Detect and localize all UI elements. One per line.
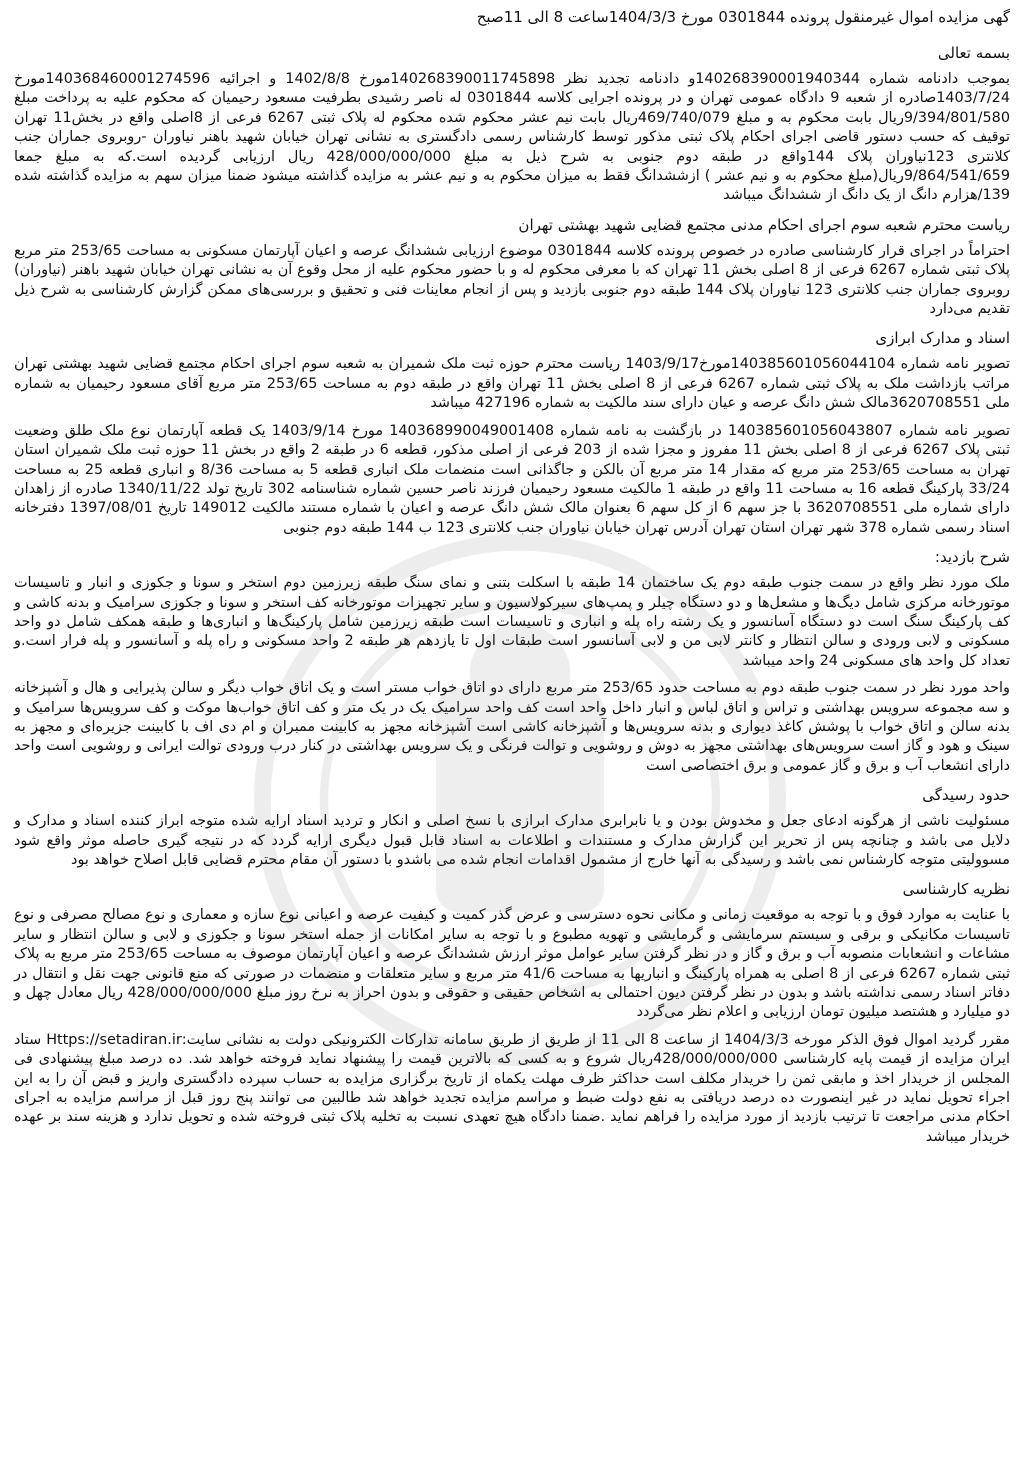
visit-paragraph-1: ملک مورد نظر واقع در سمت جنوب طبقه دوم یک ساختمان 14 طبقه با اسکلت بتنی و نمای سنگ طبقه زیرزمین دوم استخر و سونا و جکوزی و انبار و تاسیسات موتورخانه مرکزی شامل دیگ‌ها و مشعل‌ها و دو دستگاه چیلر و پمپ‌های سیرکولاسیون و سایر تجهیزات موتورخانه کف استخر و سونا و جکوزی سرامیک و بدنه کاشی و کف پارکینگ سنگ است دو دستگاه آسانسور و یک رشته راه پله و انباری و تاسیسات است طبقه زیرزمین شامل پارکینگ‌ها و انباری‌ها و طبقه همکف شامل دو واحد مسکونی و لابی ورودی و سالن انتظار و کانتر لابی من و لابی آسانسور است طبقات اول تا یازدهم هر طبقه 2 واحد مسکونی و راه پله و آسانسور و پله فرار است.و تعداد کل واحد های مسکونی 24 واحد میباشد [14,575,1011,669]
expert-opinion-paragraph: با عنایت به موارد فوق و با توجه به موقعیت زمانی و مکانی نحوه دسترسی و عرض گذر کمیت و کیفیت عرصه و اعیانی نوع سازه و معماری و نوع مصالح مصرفی و نوع تاسیسات مکانیکی و برقی و سیستم سرمایشی و گرمایشی و تهویه مطبوع و با توجه به سایر امکانات از جمله استخر سونا و جکوزی و لابی و سالن انتظار و سایر مشاعات و انشعابات منصوبه آب و برق و گاز و در نظر گرفتن سایر عوامل موثر ارزش ششدانگ عرصه و اعیان آپارتمان موصوف به مساحت 253/65 متر مربع به پلاک ثبتی شماره 6267 فرعی از 8 اصلی به همراه پارکینگ و انباریها به مساحت 41/6 متر مربع و سایر متعلقات و منضمات در صورتی که منع قانونی جهت نقل و انتقال در دفاتر اسناد رسمی نداشته باشد و بدون در نظر گرفتن دیون احتمالی به اشخاص حقیقی و حقوقی و بدون احراز به نرخ روز مبلغ 428/000/000/000 ریال معادل چهل و دو میلیارد و هشتصد میلیون تومان ارزیابی و اعلام نظر می‌گردد [14,907,1011,1021]
documents-paragraph-2: تصویر نامه شماره 140385601056043807 در بازگشت به نامه شماره 140368990049001408 مورخ 1403/9/14 یک قطعه آپارتمان نوع ملک طلق وضعیت ثبتی پلاک 6267 فرعی از 8 اصلی بخش 11 مفروز و مجزا شده از 203 فرعی از اصلی مذکور، قطعه 6 در طبقه 2 واقع در بخش 11 حوزه ثبت ملک شمیران استان تهران به مساحت 253/65 متر مربع که مقدار 14 متر مربع آن بالکن و جاگذانی است منضمات ملک انباری قطعه 5 به مساحت 8/36 و انباری قطعه 25 به مساحت 33/24 پارکینگ قطعه 16 به مساحت 11 واقع در طبقه 1 مالکیت مسعود رحیمیان فرزند ناصر حسین شماره شناسنامه 302 تاریخ تولد 1340/11/22 صادره از زاهدان دارای شماره ملی 3620708551 با جز سهم 6 از کل سهم 6 بعنوان مالک شش دانگ عرصه و اعیان با شماره مستند مالکیت 149012 تاریخ 1397/08/01 دفترخانه اسناد رسمی شماره 378 شهر تهران استان تهران آدرس تهران خیابان نیاوران جنب کلانتری 123 ب 144 طبقه دوم جنوبی [14,422,1011,536]
auction-terms-paragraph: مقرر گردید اموال فوق الذکر مورخه 1404/3/3 از ساعت 8 الی 11 از طریق از طریق سامانه تدارکات الکترونیکی دولت به نشانی سایت:Https://setadiran.ir ستاد ایران مزایده از قیمت پایه کارشناسی 428/000/000/000ریال شروع و به کسی که بالاترین قیمت را پیشنهاد نماید فروخته خواهد شد. ده درصد مبلغ پیشنهادی فی المجلس از خریدار اخذ و مابقی ثمن را خریدار مکلف است حداکثر ظرف مهلت یکماه از تاریخ برگزاری مزایده به حساب سپرده دادگستری واریز و قبض آن را به این اجراء تحویل نماید در غیر اینصورت ده درصد دریافتی به نفع دولت ضبط و مراسم مزایده تجدید خواهد شد طالبین می توانند پنج روز قبل از مراسم مزایده به اجرای احکام مدنی مراجعت تا ترتیب بازدید از مورد مزایده را فراهم نماید .ضمنا دادگاه هیچ تعهدی نسبت به تخلیه پلاک ثبتی فروخته شده و تحویل ندارد و هزینه سند بر عهده خریدار میباشد [14,1031,1010,1145]
scope-heading: حدود رسیدگی [922,786,1010,805]
notice-title: گهی مزایده اموال غیرمنقول پرونده 0301844 مورخ 1404/3/3ساعت 8 الی 11صبح [476,8,1010,26]
visit-heading: شرح بازدید: [934,548,1010,567]
basmala: بسمه تعالی [937,44,1010,62]
documents-paragraph-1: تصویر نامه شماره 140385601056044104مورخ1403/9/17 ریاست محترم حوزه ثبت ملک شمیران به شعبه سوم اجرای احکام مجتمع قضایی شهید بهشتی تهران مراتب بازداشت ملک به پلاک ثبتی شماره 6267 فرعی از 8 اصلی بخش 11 تهران واقع در طبقه دوم به مساحت 253/65 متر مربع آقای مسعود رحیمیان به شماره ملی 3620708551مالک شش دانگ عرصه و عیان دارای سند مالکیت به شماره 427196 میباشد [14,356,1011,412]
documents-heading: اسناد و مدارک ابرازی [875,329,1010,348]
expert-opinion-heading: نظریه کارشناسی [902,880,1010,899]
addressee-line: ریاست محترم شعبه سوم اجرای احکام مدنی مجتمع قضایی شهید بهشتی تهران [518,215,1010,234]
intro-paragraph: بموجب دادنامه شماره 140268390001940344و دادنامه تجدید نظر 140268390011745898مورخ 1402/8/8 و اجرائیه 140368460001274596مورخ 1403/7/24صادره از شعبه 9 دادگاه عمومی تهران و در پرونده اجرایی کلاسه 0301844 له ناصر رشیدی بطرفیت مسعود رحیمیان که محکوم علیه به پرداخت مبلغ 9/394/801/580ریال بابت محکوم به و مبلغ 469/740/079ریال بابت نیم عشر محکوم شده محکوم له پلاک ثبتی 6267 فرعی از 8اصلی واقع در بخش11 تهران توقیف که حسب دستور قاضی اجرای احکام پلاک ثبتی مذکور توسط کارشناس رسمی دادگستری به نشانی تهران خیابان شهید باهنر نیاوران -روبروی جماران جنب کلانتری 123نیاوران پلاک 144واقع در طبقه دوم جنوبی به شرح ذیل به مبلغ 428/000/000/000 ریال ارزیابی گردیده است.که به مبلغ جمعا 9/864/541/659ریال(مبلغ محکوم به و نیم عشر ) ازششدانگ فقط به میزان محکوم به و نیم عشر به مزایده گذاشته میشود ضمنا میزان سهم به مزایده گذاشته شده 139/هزارم دانگ از یک دانگ از ششدانگ میباشد [14,71,1010,204]
visit-paragraph-2: واحد مورد نظر در سمت جنوب طبقه دوم به مساحت حدود 253/65 متر مربع دارای دو اتاق خواب مستر است و یک اتاق خواب دیگر و سالن پذیرایی و هال و آشپزخانه و سه مجموعه سرویس بهداشتی و تراس و اتاق لباس و انبار داخل واحد است کف واحد سرامیک یک در یک متر و کف اتاق خواب‌ها موکت و کف سرویس‌ها سرامیک و بدنه سالن و اتاق خواب با پوشش کاغذ دیواری و بدنه سرویس‌ها و آشپزخانه کاشی است آشپزخانه مجهز به کابینت ممبران و ام دی اف با کابینت جزیره‌ای و مجهز به سینک و هود و گاز است سرویس‌های بهداشتی مجهز به دوش و روشویی و توالت فرنگی و یک سرویس بهداشتی در کنار درب ورودی توالت ایرانی و روشویی است واحد دارای انشعاب آب و برق و گاز عمومی و برق اختصاصی است [14,680,1010,774]
report-intro-paragraph: احتراماً در اجرای قرار کارشناسی صادره در خصوص پرونده کلاسه 0301844 موضوع ارزیابی ششدانگ عرصه و اعیان آپارتمان مسکونی به مساحت 253/65 متر مربع پلاک ثبتی شماره 6267 فرعی از 8 اصلی بخش 11 تهران که با معرفی محکوم له و با حضور محکوم علیه از محل وقوع آن به نشانی تهران خیابان شهید باهنر (نیاوران) روبروی جماران جنب کلانتری 123 نیاوران پلاک 144 طبقه دوم جنوبی بازدید و پس از انجام معاینات فنی و تحقیق و بررسی‌های ممکن گزارش کارشناسی به شرح ذیل تقدیم می‌دارد [14,242,1010,318]
scope-paragraph: مسئولیت ناشی از هرگونه ادعای جعل و مخدوش بودن و یا نابرابری مدارک ابرازی با نسخ اصلی و انکار و تردید اسناد ارایه شده متوجه ابراز کننده اسناد و مدارک و دلایل می باشد و چنانچه پس از تحریر این گزارش مدارک و مستندات و اطلاعات به اسناد قابل قبول دیگری ارایه گردد که در نتیجه گیری حاصله موثر واقع شود مسوولیتی متوجه کارشناس نمی باشد و رسیدگی به آنها خارج از مشمول اقدامات انجام شده می باشدو با دستور آن مقام محترم قضایی قابل اصلاح خواهد بود [14,813,1010,868]
